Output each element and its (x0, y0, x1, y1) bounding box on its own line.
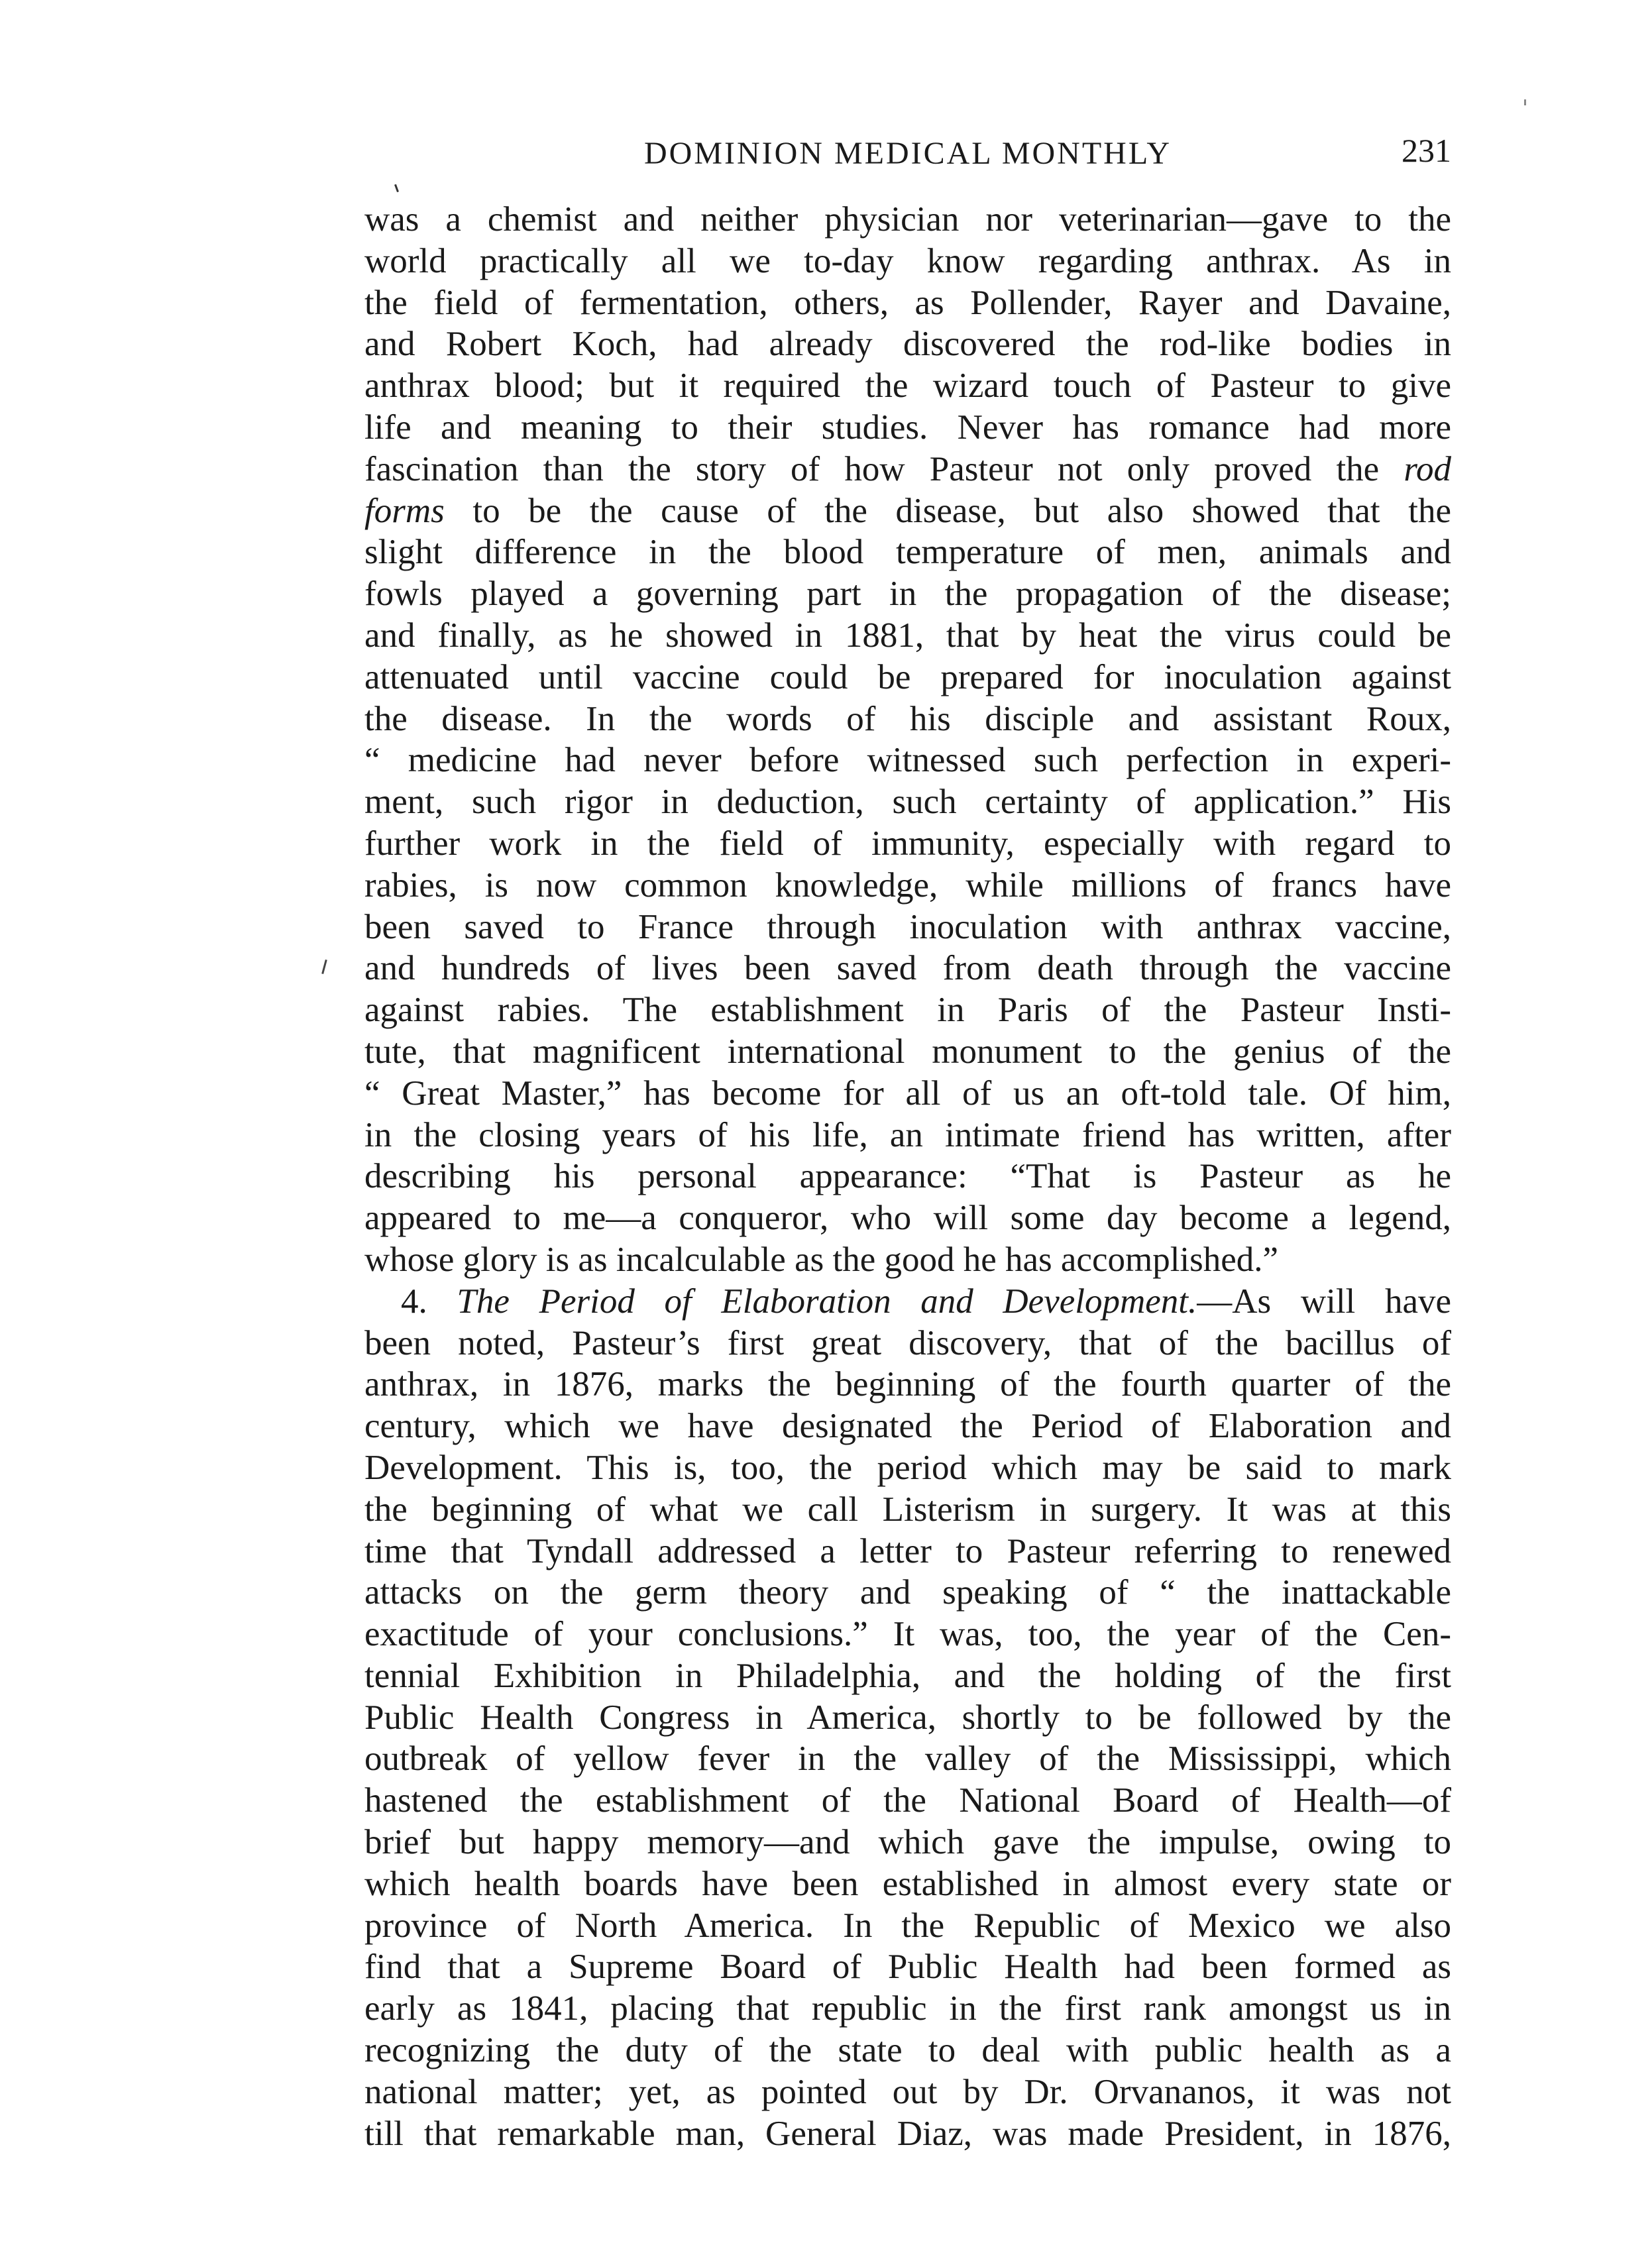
text-line (364, 865, 1451, 907)
text-line (364, 1655, 1451, 1697)
text-line (364, 1405, 1451, 1447)
line-text: 4. (401, 1282, 457, 1321)
margin-mark (321, 960, 327, 974)
line-text: till that remarkable man, General Diaz, was made President, in 1876, (364, 2114, 1451, 2153)
text-line (364, 407, 1451, 449)
line-text: been saved to France through inoculation with anthrax vaccine, (364, 907, 1451, 946)
text-line (364, 907, 1451, 948)
text-line (364, 1822, 1451, 1863)
line-text: early as 1841, placing that republic in the first rank amongst us in (364, 1989, 1451, 2028)
running-title: DOMINION MEDICAL MONTHLY (643, 136, 1172, 171)
line-text: find that a Supreme Board of Public Health had been formed as (364, 1948, 1451, 1987)
line-text: the field of fermentation, others, as Pollender, Rayer and Davaine, (364, 283, 1451, 322)
text-line (364, 1073, 1451, 1115)
line-text: slight difference in the blood temperature of men, animals and (364, 533, 1451, 572)
line-text: century, which we have designated the Period of Elaboration and (364, 1407, 1451, 1446)
text-line (364, 282, 1451, 324)
line-text: further work in the field of immunity, especially with regard to (364, 824, 1451, 863)
line-text: exactitude of your conclusions.” It was, too, the year of the Cen- (364, 1615, 1451, 1654)
line-text: outbreak of yellow fever in the valley of the Mississippi, which (364, 1739, 1451, 1779)
line-text: which health boards have been established in almost every state or (364, 1864, 1451, 1903)
line-text: ment, such rigor in deduction, such certainty of application.” His (364, 783, 1451, 822)
text-line (364, 1115, 1451, 1156)
text-line (364, 1281, 1451, 1323)
text-line (364, 1197, 1451, 1239)
line-text: the disease. In the words of his disciple and assistant Roux, (364, 699, 1451, 738)
line-text: and hundreds of lives been saved from death through the vaccine (364, 949, 1451, 988)
line-text: whose glory is as incalculable as the good he has accomplished.” (364, 1240, 1279, 1279)
italic-text: The Period of Elaboration and Development. (457, 1282, 1197, 1321)
text-line (364, 1946, 1451, 1988)
italic-text: rod (1404, 449, 1451, 488)
line-text: tennial Exhibition in Philadelphia, and the holding of the first (364, 1656, 1451, 1695)
text-line (364, 490, 1451, 532)
line-text: world practically all we to-day know regarding anthrax. As in (364, 241, 1451, 280)
line-text: describing his personal appearance: “That is Pasteur as he (364, 1157, 1451, 1196)
text-line (364, 698, 1451, 740)
line-text: recognizing the duty of the state to deal with public health as a (364, 2031, 1451, 2070)
text-line (364, 1323, 1451, 1364)
body-text (364, 199, 1451, 2154)
corner-speck (1524, 99, 1526, 105)
text-line (364, 241, 1451, 282)
line-text: “ medicine had never before witnessed such perfection in experi- (364, 741, 1451, 780)
line-text: anthrax, in 1876, marks the beginning of the fourth quarter of the (364, 1365, 1451, 1404)
text-line (364, 199, 1451, 241)
text-line (364, 2113, 1451, 2155)
print-mark-tick (394, 184, 399, 192)
text-line (364, 323, 1451, 365)
text-line (364, 781, 1451, 823)
text-line (364, 531, 1451, 573)
italic-text: forms (364, 491, 445, 530)
text-line (364, 1905, 1451, 1947)
line-text: anthrax blood; but it required the wizard touch of Pasteur to give (364, 366, 1451, 406)
line-text: time that Tyndall addressed a letter to Pasteur referring to renewed (364, 1531, 1451, 1570)
line-text: been noted, Pasteur’s first great discovery, that of the bacillus of (364, 1323, 1451, 1362)
line-text: to be the cause of the disease, but also showed that the (444, 491, 1451, 530)
text-line (364, 1489, 1451, 1531)
line-text: attenuated until vaccine could be prepared for inoculation against (364, 657, 1451, 696)
line-text: province of North America. In the Republic of Mexico we also (364, 1906, 1451, 1945)
line-text: fowls played a governing part in the propagation of the disease; (364, 575, 1451, 614)
line-text: hastened the establishment of the National Board of Health—of (364, 1781, 1451, 1820)
line-text: and finally, as he showed in 1881, that by heat the virus could be (364, 616, 1451, 655)
text-line (364, 365, 1451, 407)
line-text: rabies, is now common knowledge, while millions of francs have (364, 865, 1451, 905)
line-text: attacks on the germ theory and speaking of “ the inattackable (364, 1573, 1451, 1612)
text-line (364, 657, 1451, 698)
line-text: “ Great Master,” has become for all of us an oft-told tale. Of him, (364, 1073, 1451, 1113)
text-line (364, 449, 1451, 490)
page-number: 231 (1402, 132, 1451, 169)
line-text: against rabies. The establishment in Paris of the Pasteur Insti- (364, 991, 1451, 1030)
line-text: appeared to me—a conqueror, who will some day become a legend, (364, 1199, 1451, 1238)
page-header (364, 126, 1451, 179)
text-line (364, 1614, 1451, 1655)
line-text: fascination than the story of how Pasteur not only proved the (364, 449, 1404, 488)
line-text: in the closing years of his life, an intimate friend has written, after (364, 1115, 1451, 1154)
text-line (364, 573, 1451, 615)
text-line (364, 948, 1451, 989)
line-text: tute, that magnificent international monument to the genius of the (364, 1032, 1451, 1071)
text-line (364, 2071, 1451, 2113)
text-line (364, 1780, 1451, 1822)
text-line (364, 1988, 1451, 2030)
text-line (364, 740, 1451, 781)
line-text: the beginning of what we call Listerism in surgery. It was at this (364, 1490, 1451, 1529)
line-text: life and meaning to their studies. Never has romance had more (364, 408, 1451, 447)
line-text: was a chemist and neither physician nor veterinarian—gave to the (364, 200, 1451, 239)
line-text: brief but happy memory—and which gave the impulse, owing to (364, 1823, 1451, 1862)
text-line (364, 1863, 1451, 1905)
line-text: Public Health Congress in America, shortly to be followed by the (364, 1698, 1451, 1737)
text-line (364, 823, 1451, 865)
text-line (364, 1531, 1451, 1572)
text-line (364, 989, 1451, 1031)
line-text: national matter; yet, as pointed out by Dr. Orvananos, it was not (364, 2072, 1451, 2111)
text-line (364, 1572, 1451, 1614)
text-line (364, 1156, 1451, 1197)
text-line (364, 1239, 1451, 1281)
text-line (364, 2030, 1451, 2071)
text-line (364, 1738, 1451, 1780)
text-line (364, 1447, 1451, 1489)
line-text: and Robert Koch, had already discovered the rod-like bodies in (364, 325, 1451, 364)
line-text: Development. This is, too, the period which may be said to mark (364, 1448, 1451, 1487)
text-line (364, 1697, 1451, 1739)
text-line (364, 1031, 1451, 1073)
text-line (364, 1364, 1451, 1405)
line-text: —As will have (1197, 1282, 1451, 1321)
text-line (364, 615, 1451, 657)
